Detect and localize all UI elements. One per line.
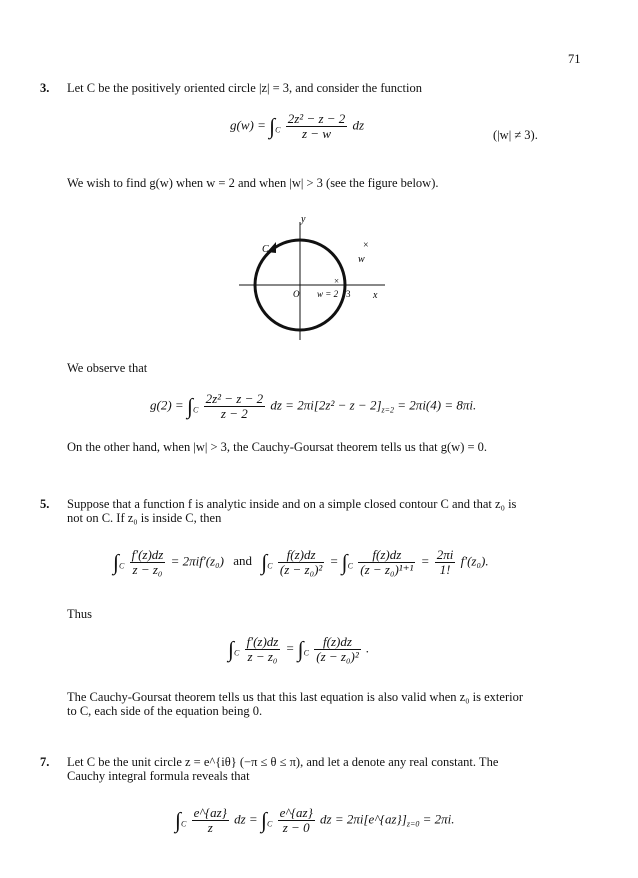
problem-7-equation: [175, 806, 455, 835]
contour-label: C: [192, 405, 199, 415]
numerator: f(z)dz: [278, 548, 324, 563]
contour-label: C: [267, 561, 273, 571]
fraction: [278, 548, 324, 577]
denominator: z: [207, 820, 213, 835]
integral-sign-icon: ∫: [228, 636, 235, 662]
and-text: and: [233, 553, 252, 569]
contour-label: C: [181, 819, 187, 829]
equals: =: [420, 553, 430, 569]
integral-sign-icon: ∫: [297, 636, 304, 662]
numerator: e^{az}: [193, 805, 227, 820]
problem-5-line-3: The Cauchy-Goursat theorem tells us that this last equation is also valid when z₀ is exterior: [67, 690, 523, 704]
contour-label: C: [347, 561, 353, 571]
fraction: [435, 548, 456, 577]
denominator: z − 0: [282, 820, 310, 835]
problem-3-condition: (|w| ≠ 3).: [493, 128, 538, 142]
w2-label: w = 2: [317, 289, 339, 299]
integral-sign-icon: ∫: [260, 807, 267, 833]
eq-rhs: = 2πif′(z₀): [170, 553, 224, 569]
denominator: 1!: [439, 562, 451, 577]
radius-three-label: 3: [346, 289, 351, 299]
integral-sign-icon: ∫: [261, 549, 268, 575]
w2-point-marker-icon: ×: [334, 276, 340, 286]
problem-5-line-4: to C, each side of the equation being 0.: [67, 704, 263, 718]
numerator: f(z)dz: [358, 548, 415, 563]
problem-5-line-1: Suppose that a function f is analytic inside and on a simple closed contour C and that z₀ is: [67, 497, 517, 511]
w-point-label: w: [358, 254, 365, 265]
numerator: f(z)dz: [314, 635, 360, 650]
problem-3-line-3: We observe that: [67, 361, 148, 375]
integral-sign-icon: ∫: [269, 113, 276, 139]
numerator: 2πi: [436, 547, 454, 562]
eq-result: = 2πi.: [422, 811, 455, 827]
denominator: z − 2: [220, 406, 248, 421]
denominator: z − z₀: [132, 562, 163, 577]
problem-3-equation-g: [230, 112, 364, 141]
integral-sign-icon: ∫: [186, 393, 193, 419]
problem-5-equation-1: [113, 548, 489, 577]
contour-label: C: [266, 819, 273, 829]
page-number: 71: [568, 52, 581, 66]
origin-label: O: [293, 289, 300, 299]
contour-C-label: C: [262, 244, 269, 255]
problem-3-line-4: On the other hand, when |w| > 3, the Cauchy-Goursat theorem tells us that g(w) = 0.: [67, 440, 488, 454]
problem-5-number: 5.: [40, 497, 50, 511]
fraction: [314, 635, 360, 664]
evaluation-point: z=0: [406, 819, 420, 829]
eq-tail: f′(z₀).: [460, 553, 489, 569]
problem-7-line-2: Cauchy integral formula reveals that: [67, 769, 250, 783]
x-axis-label: x: [373, 290, 378, 301]
numerator: 2z² − z − 2: [205, 391, 264, 406]
equals: =: [285, 640, 295, 656]
problem-5-thus: Thus: [67, 607, 92, 621]
eq-rhs: dz = 2πi[e^{az}]: [320, 811, 407, 827]
fraction: [245, 635, 281, 664]
integral-sign-icon: ∫: [175, 807, 182, 833]
problem-5-equation-2: [228, 635, 369, 664]
contour-label: C: [275, 125, 281, 135]
fraction: [278, 806, 315, 835]
problem-3-line-2: We wish to find g(w) when w = 2 and when |w| > 3 (see the figure below).: [67, 176, 439, 190]
eq-lhs: g(2) =: [150, 397, 184, 413]
evaluation-point: z=2: [381, 405, 395, 415]
circle-figure: [225, 212, 395, 342]
denominator: (z − z₀)²: [316, 649, 359, 664]
fraction: [130, 548, 166, 577]
contour-label: C: [234, 648, 240, 658]
eq-result: = 2πi(4) = 8πi.: [397, 397, 477, 413]
integral-sign-icon: ∫: [341, 549, 348, 575]
problem-7-line-1: Let C be the unit circle z = e^{iθ} (−π ≤ θ ≤ π), and let a denote any real constant. The: [67, 755, 499, 769]
fraction: [204, 392, 266, 421]
numerator: f′(z)dz: [246, 634, 279, 649]
contour-label: C: [119, 561, 125, 571]
differential: dz: [352, 117, 365, 133]
numerator: 2z² − z − 2: [287, 111, 346, 126]
problem-3-number: 3.: [40, 81, 50, 95]
problem-3-equation-g2: [150, 392, 476, 421]
eq-rhs: dz = 2πi[2z² − z − 2]: [270, 397, 382, 413]
fraction: [286, 112, 348, 141]
problem-3-line-1: Let C be the positively oriented circle |z| = 3, and consider the function: [67, 81, 422, 95]
problem-5-line-2: not on C. If z₀ is inside C, then: [67, 511, 222, 525]
fraction: [358, 548, 415, 577]
integral-sign-icon: ∫: [113, 549, 120, 575]
w-point-marker-icon: ×: [363, 240, 369, 251]
period: .: [365, 640, 370, 656]
denominator: z − w: [302, 126, 332, 141]
denominator: z − z₀: [247, 649, 278, 664]
eq-lhs: g(w) =: [230, 117, 266, 133]
differential: dz =: [234, 811, 258, 827]
numerator: e^{az}: [279, 805, 313, 820]
contour-label: C: [303, 648, 310, 658]
denominator: (z − z₀)²: [279, 562, 323, 577]
y-axis-label: y: [301, 214, 306, 225]
denominator: (z − z₀)¹⁺¹: [360, 562, 414, 577]
fraction: [192, 806, 229, 835]
numerator: f′(z)dz: [131, 547, 164, 562]
problem-7-number: 7.: [40, 755, 50, 769]
equals: =: [329, 553, 339, 569]
